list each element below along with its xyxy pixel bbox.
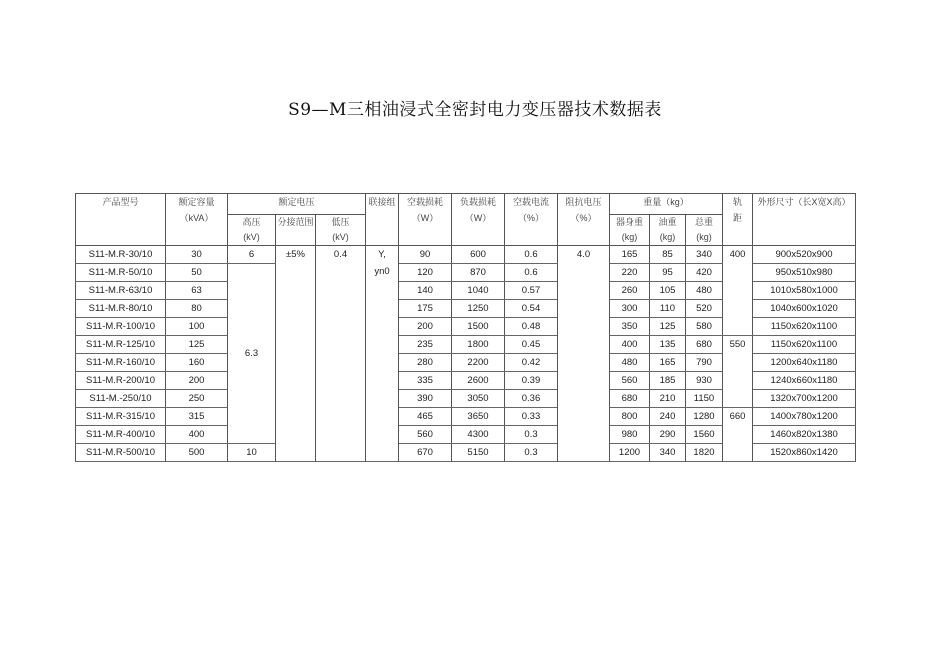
cell-oil-weight: 95 xyxy=(650,264,686,282)
cell-dimensions: 1240x660x1180 xyxy=(753,372,856,390)
cell-dimensions: 1200x640x1180 xyxy=(753,354,856,372)
cell-hv: 6 xyxy=(228,246,276,264)
cell-gauge: 660 xyxy=(723,408,753,462)
cell-total-weight: 520 xyxy=(686,300,723,318)
cell-load-loss: 2200 xyxy=(452,354,505,372)
cell-no-load-loss: 200 xyxy=(399,318,452,336)
document-title: S9—M三相油浸式全密封电力变压器技术数据表 xyxy=(288,100,662,120)
cell-total-weight: 1280 xyxy=(686,408,723,426)
cell-lv: 0.4 xyxy=(316,246,366,462)
header-impedance: 阻抗电压 （%） xyxy=(558,194,610,246)
cell-dimensions: 1150x620x1100 xyxy=(753,336,856,354)
header-model: 产品型号 xyxy=(76,194,166,246)
cell-no-load-loss: 140 xyxy=(399,282,452,300)
cell-capacity: 125 xyxy=(166,336,228,354)
header-no-load-current: 空载电流 （%） xyxy=(505,194,558,246)
cell-capacity: 50 xyxy=(166,264,228,282)
cell-load-loss: 1250 xyxy=(452,300,505,318)
cell-dimensions: 1010x580x1000 xyxy=(753,282,856,300)
cell-body-weight: 800 xyxy=(610,408,650,426)
cell-no-load-loss: 335 xyxy=(399,372,452,390)
cell-total-weight: 930 xyxy=(686,372,723,390)
header-tap-range: 分接范围 xyxy=(276,215,316,246)
cell-tap-range: ±5% xyxy=(276,246,316,462)
header-hv: 高压 (kV) xyxy=(228,215,276,246)
cell-no-load-loss: 560 xyxy=(399,426,452,444)
cell-total-weight: 1560 xyxy=(686,426,723,444)
cell-total-weight: 1150 xyxy=(686,390,723,408)
cell-no-load-loss: 120 xyxy=(399,264,452,282)
header-capacity: 额定容量 （kVA） xyxy=(166,194,228,246)
header-total-weight: 总重 (kg) xyxy=(686,215,723,246)
cell-body-weight: 260 xyxy=(610,282,650,300)
cell-capacity: 160 xyxy=(166,354,228,372)
cell-model: S11-M.R-315/10 xyxy=(76,408,166,426)
cell-load-loss: 870 xyxy=(452,264,505,282)
cell-load-loss: 1500 xyxy=(452,318,505,336)
cell-gauge: 550 xyxy=(723,336,753,408)
cell-total-weight: 680 xyxy=(686,336,723,354)
cell-capacity: 63 xyxy=(166,282,228,300)
cell-load-loss: 3650 xyxy=(452,408,505,426)
cell-dimensions: 1400x780x1200 xyxy=(753,408,856,426)
cell-total-weight: 1820 xyxy=(686,444,723,462)
cell-oil-weight: 185 xyxy=(650,372,686,390)
cell-load-loss: 1800 xyxy=(452,336,505,354)
cell-no-load-current: 0.54 xyxy=(505,300,558,318)
cell-no-load-current: 0.3 xyxy=(505,444,558,462)
cell-gauge: 400 xyxy=(723,246,753,336)
cell-oil-weight: 85 xyxy=(650,246,686,264)
cell-oil-weight: 165 xyxy=(650,354,686,372)
cell-body-weight: 300 xyxy=(610,300,650,318)
cell-model: S11-M.R-50/10 xyxy=(76,264,166,282)
cell-capacity: 200 xyxy=(166,372,228,390)
cell-model: S11-M.R-500/10 xyxy=(76,444,166,462)
cell-model: S11-M.R-63/10 xyxy=(76,282,166,300)
table-row xyxy=(76,246,856,264)
cell-model: S11-M.R-400/10 xyxy=(76,426,166,444)
cell-dimensions: 1460x820x1380 xyxy=(753,426,856,444)
cell-body-weight: 165 xyxy=(610,246,650,264)
cell-no-load-current: 0.45 xyxy=(505,336,558,354)
header-no-load-loss: 空载损耗 （W） xyxy=(399,194,452,246)
cell-model: S11-M.R-125/10 xyxy=(76,336,166,354)
cell-model: S11-M.R-200/10 xyxy=(76,372,166,390)
cell-no-load-current: 0.39 xyxy=(505,372,558,390)
cell-dimensions: 1320x700x1200 xyxy=(753,390,856,408)
cell-model: S11-M.-250/10 xyxy=(76,390,166,408)
header-load-loss: 负载损耗 （W） xyxy=(452,194,505,246)
cell-load-loss: 3050 xyxy=(452,390,505,408)
cell-dimensions: 1040x600x1020 xyxy=(753,300,856,318)
header-rated-voltage: 额定电压 xyxy=(228,194,366,215)
cell-no-load-current: 0.33 xyxy=(505,408,558,426)
cell-dimensions: 950x510x980 xyxy=(753,264,856,282)
table-row xyxy=(76,336,856,354)
cell-capacity: 100 xyxy=(166,318,228,336)
header-lv: 低压 (kV) xyxy=(316,215,366,246)
cell-no-load-loss: 235 xyxy=(399,336,452,354)
cell-oil-weight: 210 xyxy=(650,390,686,408)
cell-total-weight: 790 xyxy=(686,354,723,372)
cell-capacity: 400 xyxy=(166,426,228,444)
cell-model: S11-M.R-80/10 xyxy=(76,300,166,318)
cell-dimensions: 1520x860x1420 xyxy=(753,444,856,462)
cell-capacity: 30 xyxy=(166,246,228,264)
cell-load-loss: 4300 xyxy=(452,426,505,444)
connection-line-2: yn0 xyxy=(374,266,390,277)
cell-body-weight: 680 xyxy=(610,390,650,408)
cell-oil-weight: 105 xyxy=(650,282,686,300)
cell-dimensions: 900x520x900 xyxy=(753,246,856,264)
header-oil-weight: 油重 (kg) xyxy=(650,215,686,246)
connection-line-1: Y, xyxy=(378,249,386,260)
cell-no-load-current: 0.36 xyxy=(505,390,558,408)
cell-model: S11-M.R-100/10 xyxy=(76,318,166,336)
cell-dimensions: 1150x620x1100 xyxy=(753,318,856,336)
cell-model: S11-M.R-160/10 xyxy=(76,354,166,372)
cell-oil-weight: 340 xyxy=(650,444,686,462)
cell-oil-weight: 125 xyxy=(650,318,686,336)
cell-capacity: 500 xyxy=(166,444,228,462)
cell-hv: 6.3 xyxy=(228,264,276,444)
cell-total-weight: 340 xyxy=(686,246,723,264)
header-dimensions: 外形尺寸（长X宽X高） xyxy=(753,194,856,246)
header-gauge: 轨距 xyxy=(723,194,753,246)
cell-no-load-loss: 465 xyxy=(399,408,452,426)
cell-no-load-current: 0.57 xyxy=(505,282,558,300)
cell-hv: 10 xyxy=(228,444,276,462)
cell-load-loss: 600 xyxy=(452,246,505,264)
cell-body-weight: 560 xyxy=(610,372,650,390)
cell-oil-weight: 240 xyxy=(650,408,686,426)
cell-load-loss: 2600 xyxy=(452,372,505,390)
cell-oil-weight: 135 xyxy=(650,336,686,354)
cell-no-load-current: 0.48 xyxy=(505,318,558,336)
cell-capacity: 315 xyxy=(166,408,228,426)
cell-no-load-current: 0.42 xyxy=(505,354,558,372)
cell-no-load-current: 0.3 xyxy=(505,426,558,444)
cell-no-load-loss: 390 xyxy=(399,390,452,408)
cell-no-load-loss: 175 xyxy=(399,300,452,318)
cell-body-weight: 350 xyxy=(610,318,650,336)
cell-body-weight: 400 xyxy=(610,336,650,354)
header-weight: 重量（kg） xyxy=(610,194,723,215)
cell-capacity: 80 xyxy=(166,300,228,318)
cell-total-weight: 580 xyxy=(686,318,723,336)
cell-body-weight: 220 xyxy=(610,264,650,282)
cell-body-weight: 1200 xyxy=(610,444,650,462)
cell-oil-weight: 290 xyxy=(650,426,686,444)
table-row xyxy=(76,408,856,426)
cell-total-weight: 480 xyxy=(686,282,723,300)
cell-model: S11-M.R-30/10 xyxy=(76,246,166,264)
cell-load-loss: 1040 xyxy=(452,282,505,300)
cell-body-weight: 480 xyxy=(610,354,650,372)
header-connection: 联接组 xyxy=(366,194,399,246)
cell-impedance: 4.0 xyxy=(558,246,610,462)
spec-table xyxy=(75,193,856,462)
cell-no-load-loss: 670 xyxy=(399,444,452,462)
cell-no-load-loss: 90 xyxy=(399,246,452,264)
cell-no-load-current: 0.6 xyxy=(505,246,558,264)
cell-load-loss: 5150 xyxy=(452,444,505,462)
cell-capacity: 250 xyxy=(166,390,228,408)
cell-oil-weight: 110 xyxy=(650,300,686,318)
cell-total-weight: 420 xyxy=(686,264,723,282)
header-body-weight: 器身重 (kg) xyxy=(610,215,650,246)
cell-no-load-current: 0.6 xyxy=(505,264,558,282)
cell-no-load-loss: 280 xyxy=(399,354,452,372)
cell-connection xyxy=(366,246,399,462)
cell-body-weight: 980 xyxy=(610,426,650,444)
table-body xyxy=(76,246,856,462)
